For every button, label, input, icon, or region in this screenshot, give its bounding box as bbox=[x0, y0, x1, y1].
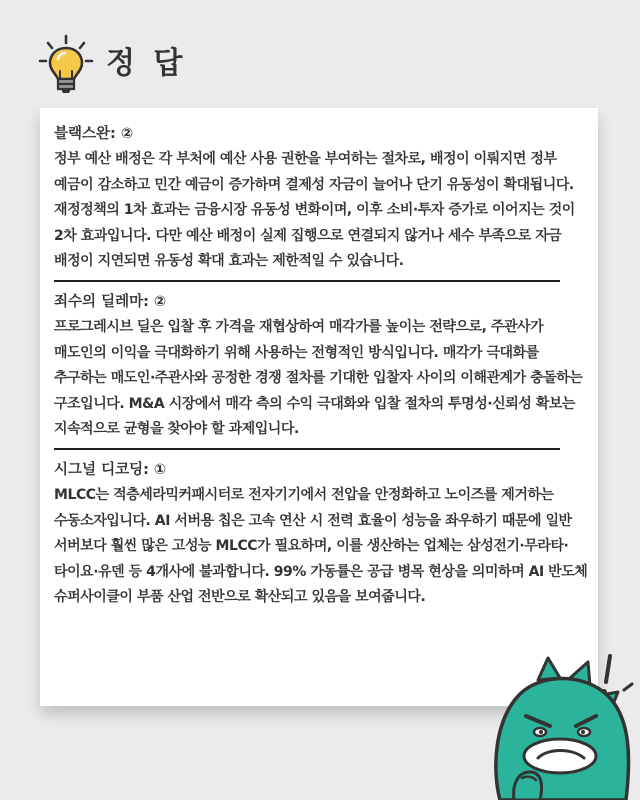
answer-header bbox=[36, 34, 336, 98]
lightbulb-icon bbox=[36, 34, 96, 98]
answer-section bbox=[54, 458, 594, 611]
answer-section bbox=[54, 290, 594, 443]
section-title: 블랙스완: ② bbox=[54, 126, 134, 142]
section-body: 프로그레시브 딜은 입찰 후 가격을 재협상하여 매각가를 높이는 전략으로, 주관사가 매도인의 이익을 극대화하기 위해 사용하는 전형적인 방식입니다. 매각가 극대화를 추구하는 매도인·주관사와 공정한 경쟁 절차를 기대한 입찰자 사이의 이해관계가 충돌하는 구조입니다. M&A 시장에서 매각 측의 수익 극대화와 입찰 절차의 투명성·신뢰성 확보는 지속적으로 균형을 찾아야 할 과제입니다. bbox=[54, 319, 583, 437]
section-divider bbox=[54, 280, 560, 282]
answer-section bbox=[54, 122, 594, 275]
section-title: 시그널 디코딩: ① bbox=[54, 462, 167, 478]
section-title: 죄수의 딜레마: ② bbox=[54, 294, 167, 310]
section-divider bbox=[54, 448, 560, 450]
section-body: MLCC는 적층세라믹커패시터로 전자기기에서 전압을 안정화하고 노이즈를 제거하는 수동소자입니다. AI 서버용 칩은 고속 연산 시 전력 효율이 성능을 좌우하기 때문에 일반 서버보다 훨씬 많은 고성능 MLCC가 필요하며, 이를 생산하는 업체는 삼성전기·무라타·타이요·유덴 등 4개사에 불과합니다. 99% 가동률은 공급 병목 현상을 의미하며 AI 반도체 슈퍼사이클이 부품 산업 전반으로 확산되고 있음을 보여줍니다. bbox=[54, 487, 588, 605]
section-body: 정부 예산 배정은 각 부처에 예산 사용 권한을 부여하는 절차로, 배정이 이뤄지면 정부 예금이 감소하고 민간 예금이 증가하며 결제성 자금이 늘어나 단기 유동성이 확대됩니다. 재정정책의 1차 효과는 금융시장 유동성 변화이며, 이후 소비·투자 증가로 이어지는 것이 2차 효과입니다. 다만 예산 배정이 실제 집행으로 연결되지 않거나 세수 부족으로 자금 배정이 지연되면 유동성 확대 효과는 제한적일 수 있습니다. bbox=[54, 151, 575, 269]
answer-card bbox=[40, 108, 598, 706]
dinosaur-mascot-icon bbox=[472, 650, 640, 800]
page-title: 정 답 bbox=[106, 46, 187, 81]
